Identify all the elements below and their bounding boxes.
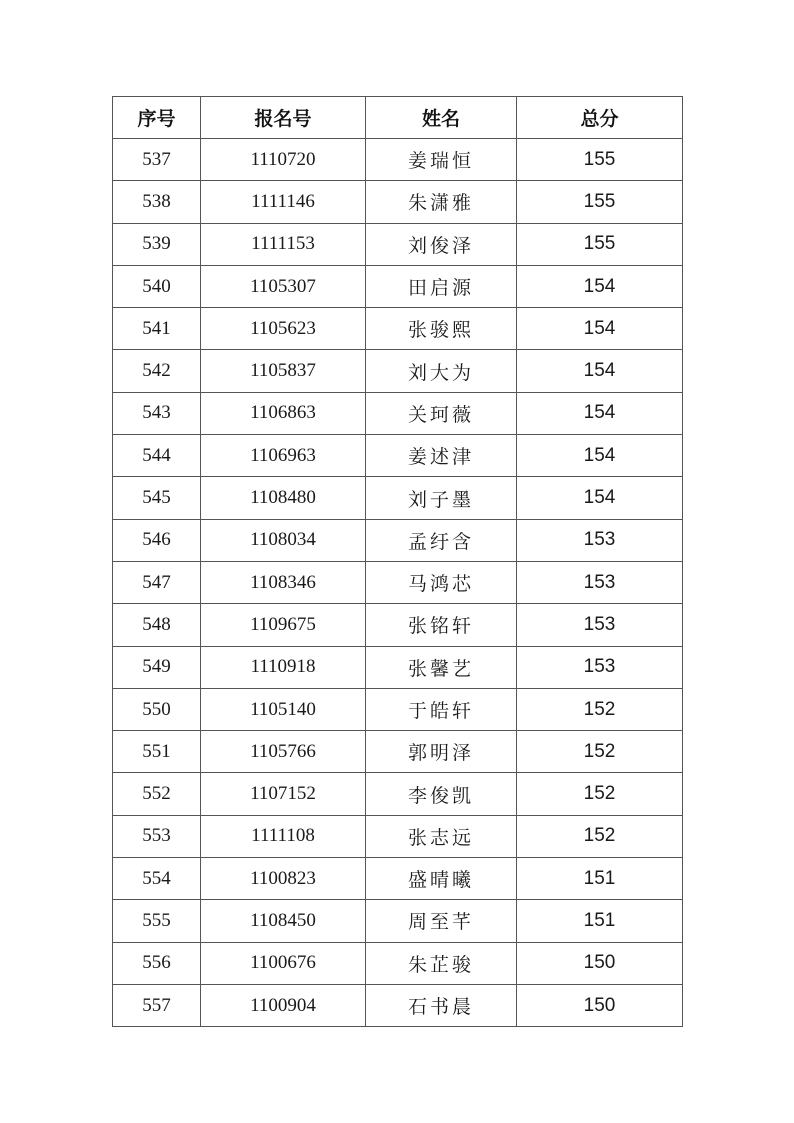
cell-name: 朱潇雅: [366, 181, 517, 223]
cell-total-score: 152: [517, 773, 683, 815]
cell-total-score: 152: [517, 731, 683, 773]
table-row: [113, 477, 683, 519]
cell-registration-number: 1105140: [201, 688, 366, 730]
cell-name: 刘子墨: [366, 477, 517, 519]
header-total-score: 总分: [517, 97, 683, 139]
table-body: [113, 139, 683, 1027]
header-seq: 序号: [113, 97, 201, 139]
cell-registration-number: 1108034: [201, 519, 366, 561]
table-row: [113, 265, 683, 307]
cell-total-score: 154: [517, 477, 683, 519]
cell-seq: 544: [113, 435, 201, 477]
cell-total-score: 155: [517, 181, 683, 223]
cell-seq: 541: [113, 308, 201, 350]
table-row: [113, 984, 683, 1026]
cell-name: 刘大为: [366, 350, 517, 392]
cell-seq: 550: [113, 688, 201, 730]
cell-seq: 548: [113, 604, 201, 646]
cell-seq: 553: [113, 815, 201, 857]
cell-total-score: 153: [517, 519, 683, 561]
table-row: [113, 435, 683, 477]
cell-seq: 549: [113, 646, 201, 688]
table-row: [113, 815, 683, 857]
cell-name: 石书晨: [366, 984, 517, 1026]
cell-seq: 557: [113, 984, 201, 1026]
cell-total-score: 153: [517, 646, 683, 688]
cell-name: 姜瑞恒: [366, 139, 517, 181]
cell-name: 郭明泽: [366, 731, 517, 773]
table-row: [113, 392, 683, 434]
table-row: [113, 308, 683, 350]
cell-registration-number: 1106863: [201, 392, 366, 434]
cell-seq: 542: [113, 350, 201, 392]
header-name: 姓名: [366, 97, 517, 139]
cell-total-score: 154: [517, 392, 683, 434]
table-row: [113, 561, 683, 603]
cell-name: 张骏熙: [366, 308, 517, 350]
cell-registration-number: 1100823: [201, 858, 366, 900]
cell-total-score: 154: [517, 435, 683, 477]
cell-name: 张馨艺: [366, 646, 517, 688]
cell-name: 姜述津: [366, 435, 517, 477]
table-row: [113, 223, 683, 265]
cell-seq: 546: [113, 519, 201, 561]
cell-name: 张铭轩: [366, 604, 517, 646]
table-header-row: [113, 97, 683, 139]
cell-seq: 555: [113, 900, 201, 942]
cell-total-score: 150: [517, 942, 683, 984]
cell-name: 孟纡含: [366, 519, 517, 561]
table-row: [113, 350, 683, 392]
cell-total-score: 153: [517, 561, 683, 603]
cell-total-score: 153: [517, 604, 683, 646]
header-registration-number: 报名号: [201, 97, 366, 139]
cell-registration-number: 1105837: [201, 350, 366, 392]
cell-name: 马鸿芯: [366, 561, 517, 603]
table-row: [113, 519, 683, 561]
cell-registration-number: 1109675: [201, 604, 366, 646]
cell-seq: 543: [113, 392, 201, 434]
cell-registration-number: 1105766: [201, 731, 366, 773]
cell-registration-number: 1106963: [201, 435, 366, 477]
score-table: [112, 96, 683, 1027]
cell-seq: 540: [113, 265, 201, 307]
cell-seq: 547: [113, 561, 201, 603]
cell-seq: 556: [113, 942, 201, 984]
cell-seq: 554: [113, 858, 201, 900]
cell-registration-number: 1108480: [201, 477, 366, 519]
table-row: [113, 688, 683, 730]
cell-registration-number: 1108450: [201, 900, 366, 942]
cell-seq: 552: [113, 773, 201, 815]
cell-name: 刘俊泽: [366, 223, 517, 265]
table-row: [113, 731, 683, 773]
cell-name: 周至芊: [366, 900, 517, 942]
cell-name: 朱芷骏: [366, 942, 517, 984]
cell-total-score: 154: [517, 265, 683, 307]
cell-seq: 537: [113, 139, 201, 181]
table-row: [113, 900, 683, 942]
cell-name: 李俊凯: [366, 773, 517, 815]
cell-registration-number: 1105623: [201, 308, 366, 350]
cell-registration-number: 1100904: [201, 984, 366, 1026]
cell-total-score: 155: [517, 223, 683, 265]
cell-seq: 539: [113, 223, 201, 265]
cell-registration-number: 1105307: [201, 265, 366, 307]
cell-seq: 538: [113, 181, 201, 223]
cell-total-score: 154: [517, 308, 683, 350]
cell-registration-number: 1108346: [201, 561, 366, 603]
cell-seq: 551: [113, 731, 201, 773]
cell-name: 田启源: [366, 265, 517, 307]
cell-registration-number: 1111146: [201, 181, 366, 223]
table-row: [113, 858, 683, 900]
cell-name: 张志远: [366, 815, 517, 857]
cell-total-score: 151: [517, 900, 683, 942]
cell-total-score: 155: [517, 139, 683, 181]
cell-total-score: 150: [517, 984, 683, 1026]
table-row: [113, 773, 683, 815]
table-row: [113, 139, 683, 181]
table-row: [113, 942, 683, 984]
cell-registration-number: 1111153: [201, 223, 366, 265]
cell-total-score: 152: [517, 688, 683, 730]
table-row: [113, 604, 683, 646]
cell-name: 于皓轩: [366, 688, 517, 730]
cell-registration-number: 1107152: [201, 773, 366, 815]
table-row: [113, 646, 683, 688]
cell-registration-number: 1110918: [201, 646, 366, 688]
table-row: [113, 181, 683, 223]
cell-total-score: 152: [517, 815, 683, 857]
cell-name: 关珂薇: [366, 392, 517, 434]
cell-total-score: 151: [517, 858, 683, 900]
cell-registration-number: 1111108: [201, 815, 366, 857]
cell-total-score: 154: [517, 350, 683, 392]
cell-seq: 545: [113, 477, 201, 519]
cell-name: 盛晴曦: [366, 858, 517, 900]
cell-registration-number: 1100676: [201, 942, 366, 984]
cell-registration-number: 1110720: [201, 139, 366, 181]
